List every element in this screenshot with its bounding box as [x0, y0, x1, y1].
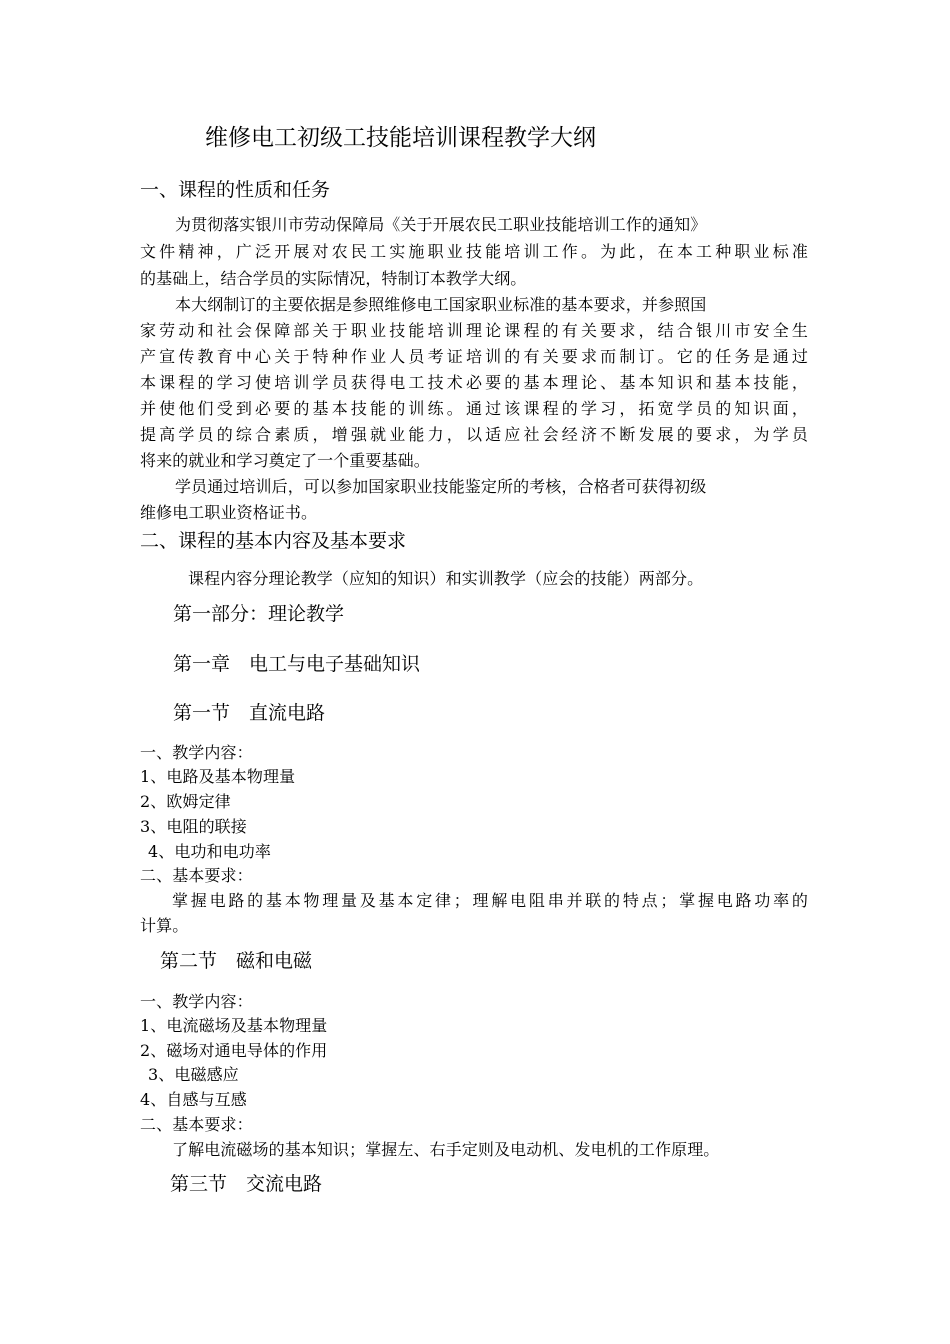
section-1-para2-line5: 并使他们受到必要的基本技能的训练。通过该课程的学习，拓宽学员的知识面， [140, 399, 808, 418]
section-1-para2-line7: 将来的就业和学习奠定了一个重要基础。 [140, 451, 430, 470]
section-2-heading: 二、课程的基本内容及基本要求 [140, 530, 407, 552]
node-1-content-label: 一、教学内容： [140, 743, 253, 762]
section-1-para2-line6: 提高学员的综合素质，增强就业能力，以适应社会经济不断发展的要求，为学员 [140, 425, 808, 444]
document-title: 维修电工初级工技能培训课程教学大纲 [205, 125, 596, 151]
node-1-item-4: 4、电功和电功率 [148, 842, 271, 861]
section-1-para3-line1: 学员通过培训后，可以参加国家职业技能鉴定所的考核，合格者可获得初级 [175, 477, 707, 496]
section-1-para2-line1: 本大纲制订的主要依据是参照维修电工国家职业标准的基本要求，并参照国 [175, 295, 707, 314]
node-1-req-line1: 掌握电路的基本物理量及基本定律；理解电阻串并联的特点；掌握电路功率的 [172, 891, 808, 910]
node-1-heading: 第一节 直流电路 [173, 702, 326, 724]
node-2-item-1: 1、电流磁场及基本物理量 [140, 1016, 328, 1035]
section-1-heading: 一、课程的性质和任务 [140, 179, 331, 201]
node-1-req-label: 二、基本要求： [140, 866, 253, 885]
node-2-req-line1: 了解电流磁场的基本知识；掌握左、右手定则及电动机、发电机的工作原理。 [172, 1140, 720, 1159]
node-2-item-4: 4、自感与互感 [140, 1090, 247, 1109]
section-1-para3-line2: 维修电工职业资格证书。 [140, 503, 318, 522]
section-1-para1-line2: 文件精神，广泛开展对农民工实施职业技能培训工作。为此，在本工种职业标准 [140, 242, 808, 261]
node-2-item-3: 3、电磁感应 [148, 1065, 239, 1084]
chapter-heading: 第一章 电工与电子基础知识 [173, 653, 421, 675]
section-1-para1-line3: 的基础上，结合学员的实际情况，特制订本教学大纲。 [140, 269, 527, 288]
section-1-para2-line2: 家劳动和社会保障部关于职业技能培训理论课程的有关要求，结合银川市安全生 [140, 321, 808, 340]
node-1-item-1: 1、电路及基本物理量 [140, 767, 296, 786]
part-heading: 第一部分：理论教学 [173, 603, 345, 625]
node-3-heading: 第三节 交流电路 [170, 1173, 323, 1195]
section-1-para2-line4: 本课程的学习使培训学员获得电工技术必要的基本理论、基本知识和基本技能， [140, 373, 808, 392]
node-1-req-line2: 计算。 [140, 916, 189, 935]
section-1-para1-line1: 为贯彻落实银川市劳动保障局《关于开展农民工职业技能培训工作的通知》 [175, 215, 707, 234]
node-2-heading: 第二节 磁和电磁 [160, 950, 313, 972]
node-2-content-label: 一、教学内容： [140, 992, 253, 1011]
section-1-para2-line3: 产宣传教育中心关于特种作业人员考证培训的有关要求而制订。它的任务是通过 [140, 347, 808, 366]
node-2-item-2: 2、磁场对通电导体的作用 [140, 1041, 328, 1060]
node-2-req-label: 二、基本要求： [140, 1115, 253, 1134]
section-2-intro: 课程内容分理论教学（应知的知识）和实训教学（应会的技能）两部分。 [188, 569, 704, 588]
node-1-item-2: 2、欧姆定律 [140, 792, 231, 811]
node-1-item-3: 3、电阻的联接 [140, 817, 247, 836]
